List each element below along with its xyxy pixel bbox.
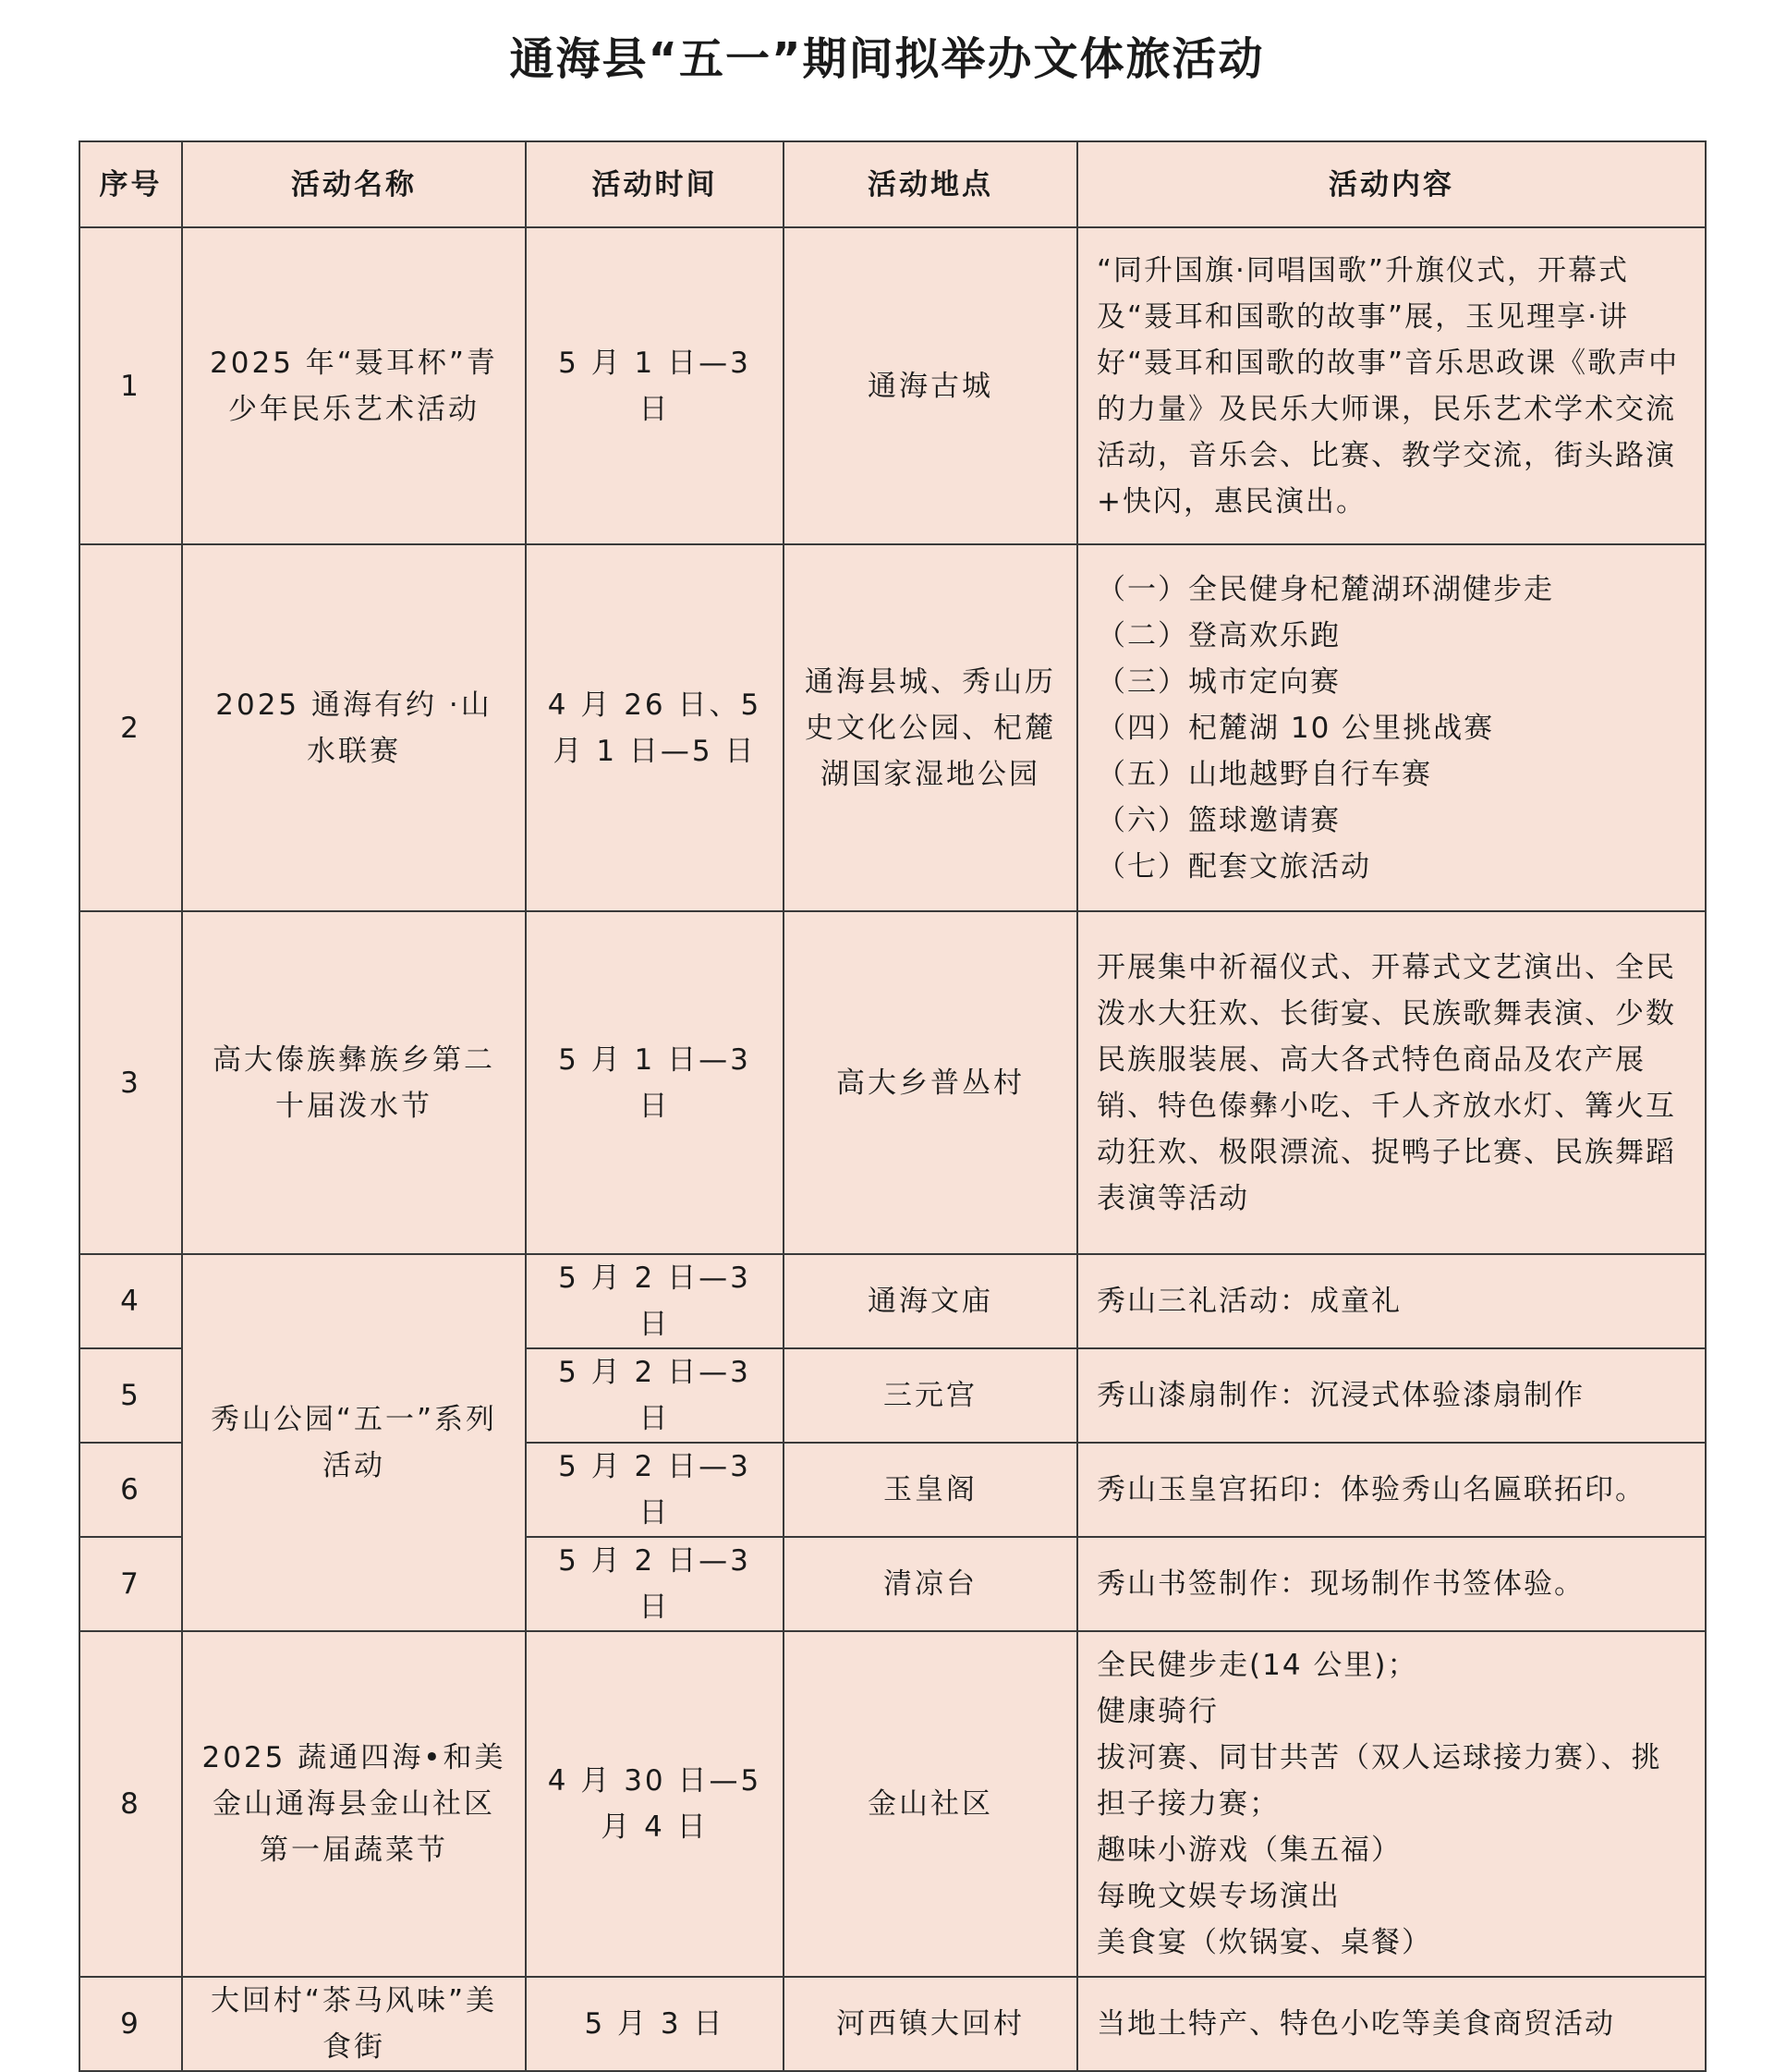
row-place: 通海县城、秀山历史文化公园、杞麓湖国家湿地公园: [784, 544, 1077, 911]
row-time: 4 月 26 日、5 月 1 日—5 日: [526, 544, 784, 911]
row-time: 5 月 2 日—3 日: [526, 1537, 784, 1631]
row-name: 2025 通海有约 ·山水联赛: [182, 544, 526, 911]
header-place: 活动地点: [784, 141, 1077, 227]
row-place: 清凉台: [784, 1537, 1077, 1631]
row-content: 秀山玉皇宫拓印：体验秀山名匾联拓印。: [1077, 1443, 1706, 1537]
row-time: 4 月 30 日—5 月 4 日: [526, 1631, 784, 1977]
row-no: 1: [79, 227, 182, 544]
table-row: [79, 1631, 1706, 1977]
content-line: （一）全民健身杞麓湖环湖健步走: [1097, 572, 1554, 606]
table-row: [79, 1977, 1706, 2071]
row-place: 三元宫: [784, 1348, 1077, 1443]
content-line: （四）杞麓湖 10 公里挑战赛: [1097, 711, 1495, 745]
content-line: 美食宴（炊锅宴、桌餐）: [1097, 1926, 1432, 1959]
row-content: [1077, 544, 1706, 911]
row-name: 2025 蔬通四海•和美金山通海县金山社区第一届蔬菜节: [182, 1631, 526, 1977]
row-content: 秀山三礼活动：成童礼: [1077, 1254, 1706, 1348]
content-line: （五）山地越野自行车赛: [1097, 757, 1432, 791]
header-time: 活动时间: [526, 141, 784, 227]
content-line: 趣味小游戏（集五福）: [1097, 1834, 1402, 1867]
content-line: （三）城市定向赛: [1097, 664, 1341, 699]
row-content: “同升国旗·同唱国歌”升旗仪式，开幕式及“聂耳和国歌的故事”展，玉见理享·讲好“聂耳和国歌的故事”音乐思政课《歌声中的力量》及民乐大师课，民乐艺术学术交流活动，音乐会、比赛、教学交流，街头路演+快闪，惠民演出。: [1077, 227, 1706, 544]
row-no: 8: [79, 1631, 182, 1977]
row-time: 5 月 2 日—3 日: [526, 1254, 784, 1348]
table-row: [79, 911, 1706, 1254]
row-place: 玉皇阁: [784, 1443, 1077, 1537]
content-line: （六）篮球邀请赛: [1097, 803, 1341, 837]
row-content: [1077, 1631, 1706, 1977]
row-content: 秀山漆扇制作：沉浸式体验漆扇制作: [1077, 1348, 1706, 1443]
header-content: 活动内容: [1077, 141, 1706, 227]
row-content: 开展集中祈福仪式、开幕式文艺演出、全民泼水大狂欢、长街宴、民族歌舞表演、少数民族服装展、高大各式特色商品及农产展销、特色傣彝小吃、千人齐放水灯、篝火互动狂欢、极限漂流、捉鸭子比赛、民族舞蹈表演等活动: [1077, 911, 1706, 1254]
table-row: [79, 1254, 1706, 1348]
row-no: 9: [79, 1977, 182, 2071]
row-time: 5 月 1 日—3 日: [526, 911, 784, 1254]
row-name: 大回村“茶马风味”美食街: [182, 1977, 526, 2071]
content-line: （七）配套文旅活动: [1097, 849, 1371, 884]
row-time: 5 月 3 日: [526, 1977, 784, 2071]
row-place: 高大乡普丛村: [784, 911, 1077, 1254]
row-no: 7: [79, 1537, 182, 1631]
activity-table: [79, 140, 1707, 2072]
header-no: 序号: [79, 141, 182, 227]
row-no: 2: [79, 544, 182, 911]
table-header-row: [79, 141, 1706, 227]
content-line: 每晚文娱专场演出: [1097, 1880, 1341, 1913]
row-no: 5: [79, 1348, 182, 1443]
content-line: 拔河赛、同甘共苦（双人运球接力赛）、挑担子接力赛；: [1097, 1741, 1662, 1821]
row-place: 金山社区: [784, 1631, 1077, 1977]
row-time: 5 月 2 日—3 日: [526, 1348, 784, 1443]
row-time: 5 月 2 日—3 日: [526, 1443, 784, 1537]
row-name: 高大傣族彝族乡第二十届泼水节: [182, 911, 526, 1254]
row-place: 河西镇大回村: [784, 1977, 1077, 2071]
header-name: 活动名称: [182, 141, 526, 227]
content-line: 健康骑行: [1097, 1695, 1219, 1728]
row-place: 通海古城: [784, 227, 1077, 544]
row-content: 当地土特产、特色小吃等美食商贸活动: [1077, 1977, 1706, 2071]
row-no: 4: [79, 1254, 182, 1348]
row-no: 3: [79, 911, 182, 1254]
row-name: 2025 年“聂耳杯”青少年民乐艺术活动: [182, 227, 526, 544]
row-time: 5 月 1 日—3 日: [526, 227, 784, 544]
row-content: 秀山书签制作：现场制作书签体验。: [1077, 1537, 1706, 1631]
table-row: [79, 227, 1706, 544]
row-place: 通海文庙: [784, 1254, 1077, 1348]
content-line: （二）登高欢乐跑: [1097, 618, 1341, 652]
page-title: 通海县“五一”期间拟举办文体旅活动: [509, 33, 1265, 85]
row-no: 6: [79, 1443, 182, 1537]
row-name: 秀山公园“五一”系列活动: [182, 1254, 526, 1631]
content-line: 全民健步走(14 公里)；: [1097, 1649, 1418, 1682]
table-row: [79, 544, 1706, 911]
